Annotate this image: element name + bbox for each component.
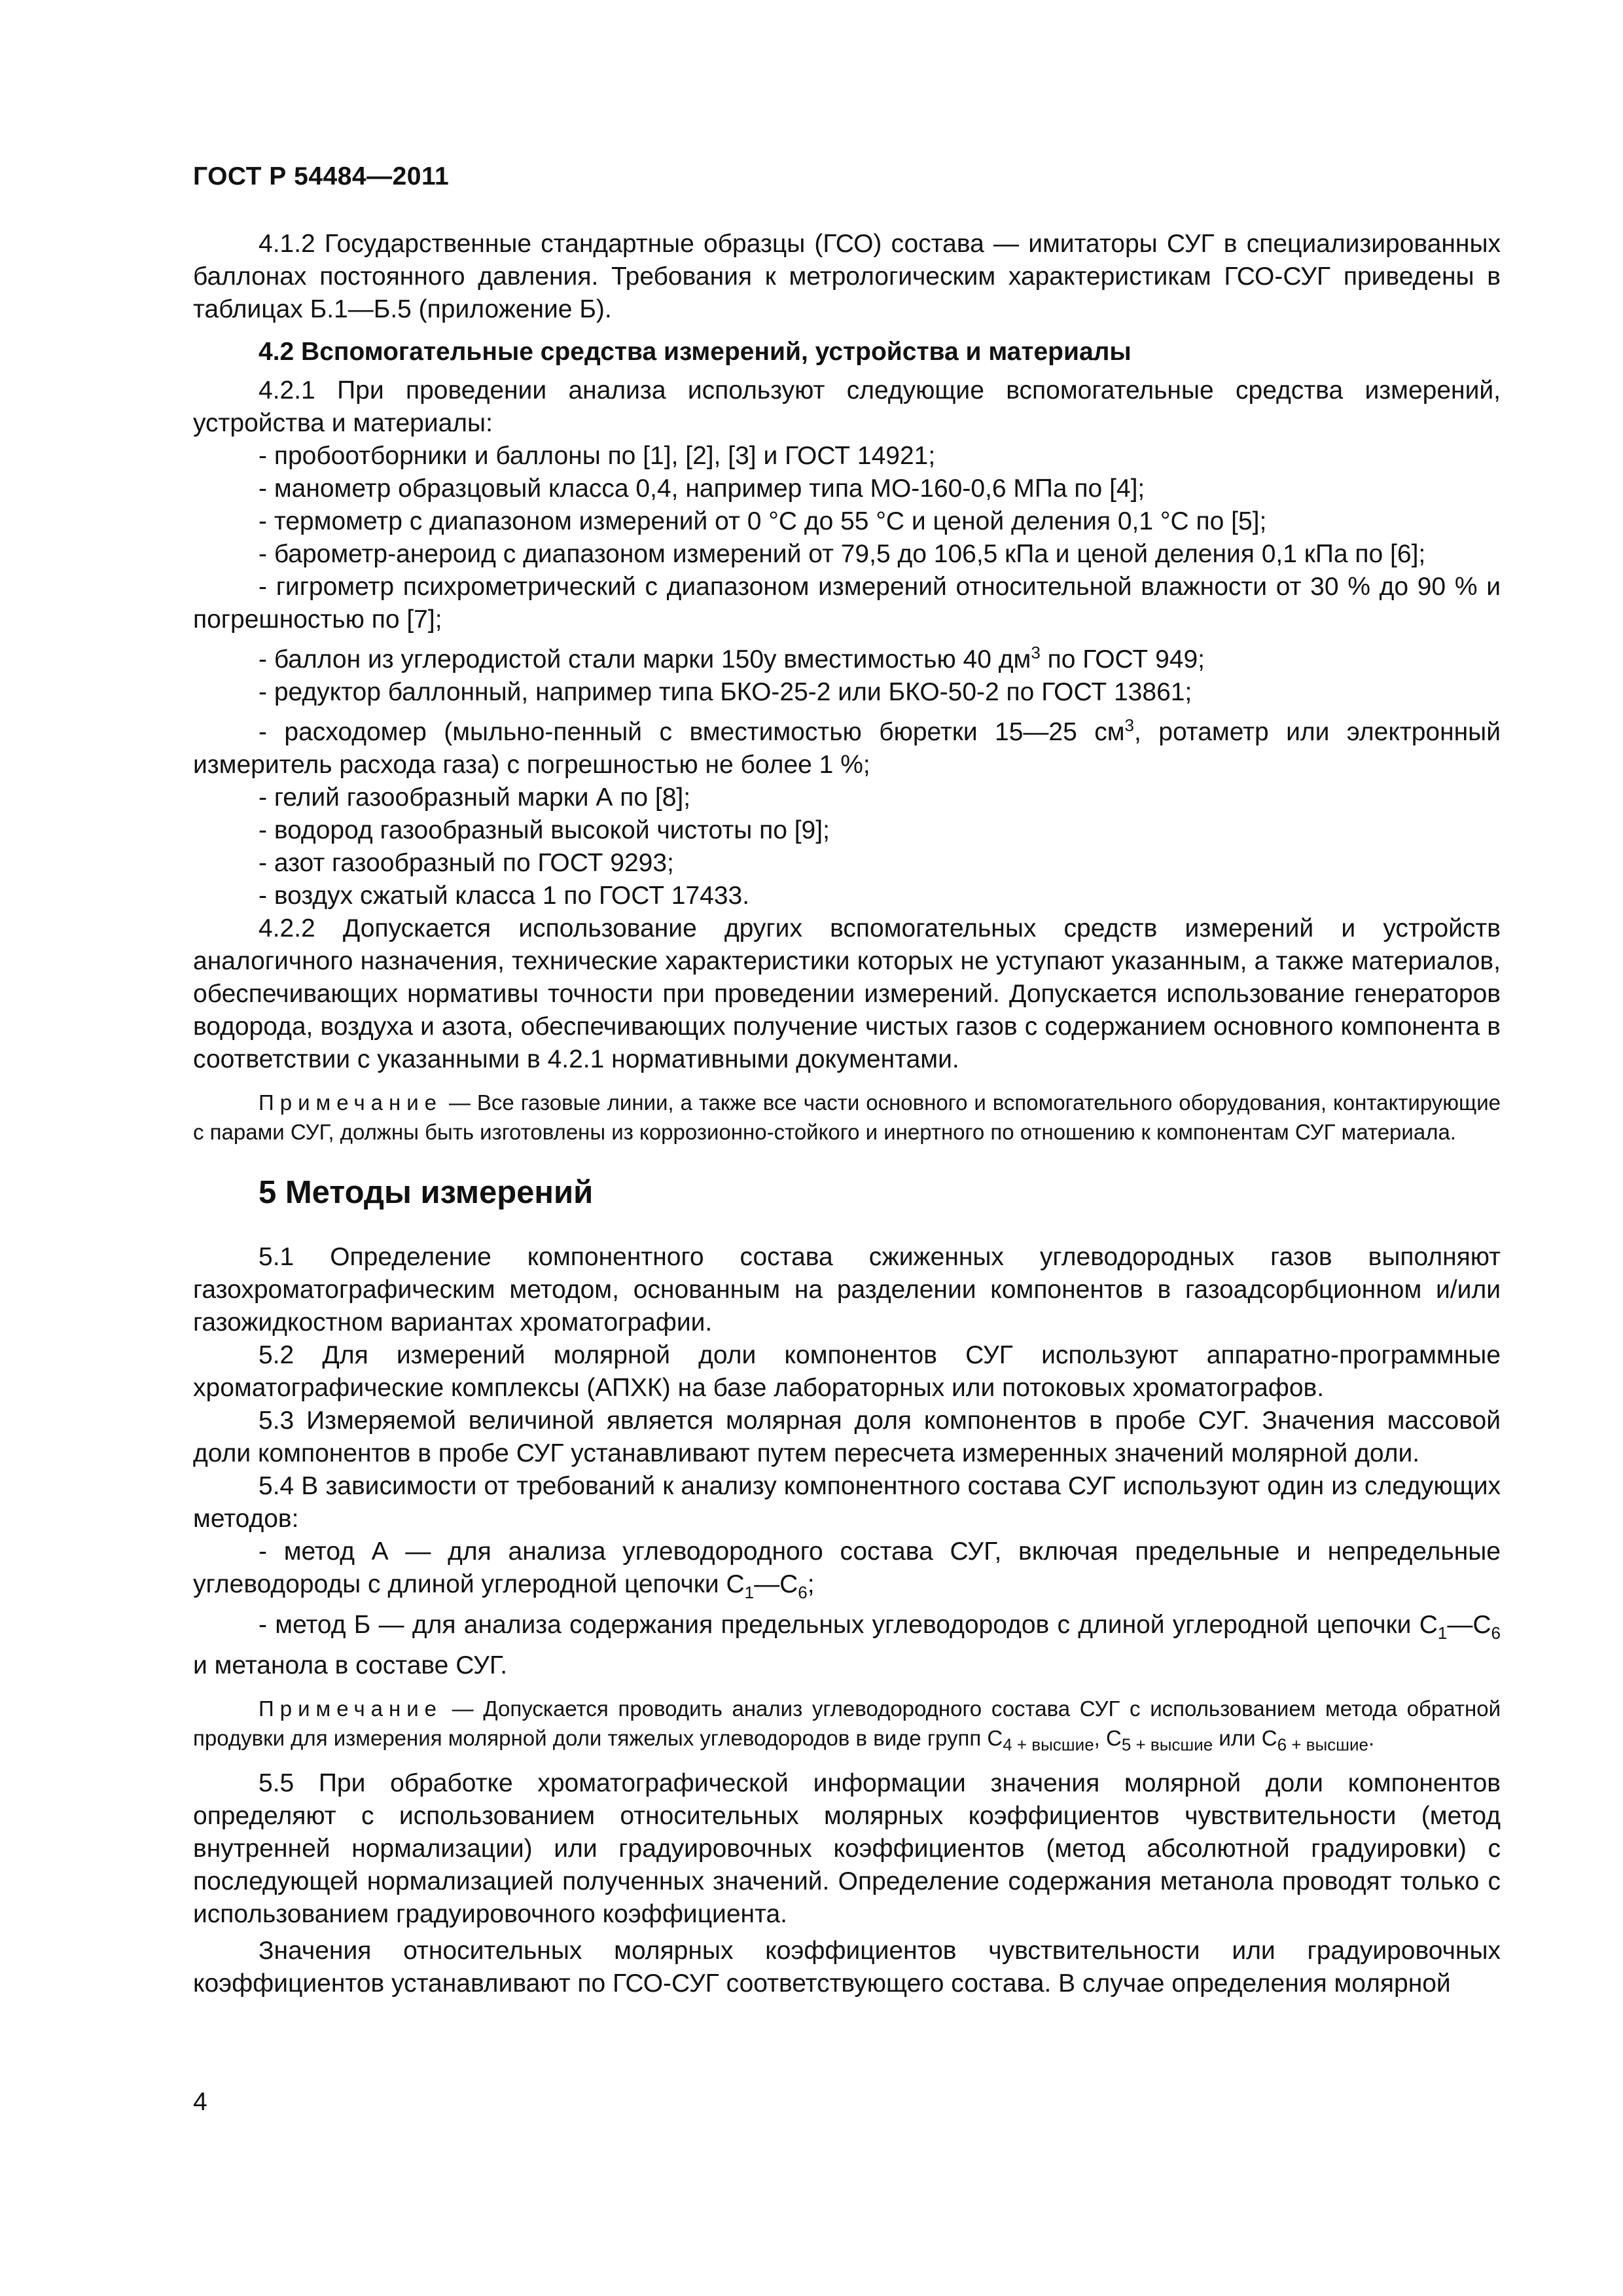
page-number: 4: [193, 2088, 207, 2116]
subsection-heading-4-2: 4.2 Вспомогательные средства измерений, устройства и материалы: [259, 338, 1132, 366]
paragraph-5-1: 5.1 Определение компонентного состава сжиженных углеводородных газов выполняют газохроматографическим методом, основанным на разделении компонентов в газоадсорбционном и/или газожидкостном вариантах хроматографии.: [193, 1243, 1501, 1336]
list-item-balloon: - баллон из углеродистой стали марки 150у вместимостью 40 $дм^3$ по ГОСТ 949;: [259, 643, 1205, 673]
paragraph-4-1-2: 4.1.2 Государственные стандартные образцы (ГСО) состава — имитаторы СУГ в специализированных баллонах постоянного давления. Требования к метрологическим характеристикам ГСО-СУГ приведены в таблицах Б.1—Б.5 (приложение Б).: [193, 230, 1501, 323]
paragraph-4-2-1: 4.2.1 При проведении анализа используют следующие вспомогательные средства измерений, устройства и материалы:: [193, 376, 1501, 437]
paragraph-4-2-2: 4.2.2 Допускается использование других вспомогательных средств измерений и устройств аналогичного назначения, технические характеристики которых не уступают указанным, а также материалов, обеспечивающих нормативы точности при проведении измерений. Допускается использование генераторов водорода, воздуха и азота, обеспечивающих получение чистых газов с содержанием основного компонента в соответствии с указанными в 4.2.1 нормативными документами.: [193, 914, 1501, 1073]
list-item: - пробоотборники и баллоны по [1], [2], [3] и ГОСТ 14921;: [259, 442, 936, 470]
note-5-4: Примечание — Допускается проводить анализ углеводородного состава СУГ с использованием метода обратной продувки для измерения молярной доли тяжелых углеводородов в виде групп $С_{4 + высшие}$, $С_{5 + высшие}$ или $С_{6 + высшие}$.: [193, 1696, 1501, 1755]
list-item-flowmeter: - расходомер (мыльно-пенный с вместимостью бюретки 15—25 $см^3$, ротаметр или электронный измеритель расхода газа) с погрешностью не более 1 %;: [193, 715, 1501, 779]
paragraph-5-4: 5.4 В зависимости от требований к анализу компонентного состава СУГ используют один из следующих методов:: [193, 1472, 1501, 1533]
list-item-reductor: - редуктор баллонный, например типа БКО-25-2 или БКО-50-2 по ГОСТ 13861;: [259, 678, 1192, 706]
list-item: - термометр с диапазоном измерений от 0 °С до 55 °С и ценой деления 0,1 °С по [5];: [259, 507, 1267, 535]
method-b-item: - метод Б — для анализа содержания предельных углеводородов с длиной углеродной цепочки $С_1—С_6$ и метанола в составе СУГ.: [193, 1610, 1501, 1679]
list-item: - гигрометр психрометрический с диапазоном измерений относительной влажности от 30 % до 90 % и погрешностью по [7];: [193, 573, 1501, 634]
method-a-item: - метод А — для анализа углеводородного состава СУГ, включая предельные и непредельные углеводороды с длиной углеродной цепочки $С_1—С_6$;: [193, 1537, 1501, 1602]
note-label: Примечание: [259, 1696, 443, 1721]
paragraph-5-2: 5.2 Для измерений молярной доли компонентов СУГ используют аппаратно-программные хроматографические комплексы (АПХК) на базе лабораторных или потоковых хроматографов.: [193, 1341, 1501, 1402]
paragraph-5-5-continued: Значения относительных молярных коэффициентов чувствительности или градуировочных коэффициентов устанавливают по ГСО-СУГ соответствующего состава. В случае определения молярной: [193, 1937, 1501, 1998]
note-label: Примечание: [259, 1090, 443, 1115]
paragraph-5-3: 5.3 Измеряемой величиной является молярная доля компонентов в пробе СУГ. Значения массовой доли компонентов в пробе СУГ устанавливают путем пересчета измеренных значений молярной доли.: [193, 1407, 1501, 1467]
list-item: - барометр-анероид с диапазоном измерений от 79,5 до 106,5 кПа и ценой деления 0,1 кПа по [6];: [259, 540, 1426, 568]
list-item: - азот газообразный по ГОСТ 9293;: [259, 849, 674, 877]
document-code-header: ГОСТ Р 54484—2011: [193, 162, 450, 190]
list-item: - манометр образцовый класса 0,4, например типа МО-160-0,6 МПа по [4];: [259, 475, 1145, 503]
list-item: - гелий газообразный марки А по [8];: [259, 783, 691, 812]
list-item: - воздух сжатый класса 1 по ГОСТ 17433.: [259, 882, 750, 910]
section-heading-5: 5 Методы измерений: [259, 1175, 594, 1210]
page-content: [193, 228, 1501, 2000]
note-4-2-2: [193, 1088, 1501, 1147]
list-item: - водород газообразный высокой чистоты по [9];: [259, 816, 830, 844]
note-text: — Все газовые линии, а также все части основного и вспомогательного оборудования, контактирующие с парами СУГ, должны быть изготовлены из коррозионно-стойкого и инертного по отношению к компонентам СУГ материала.: [193, 1090, 1501, 1144]
paragraph-5-5: 5.5 При обработке хроматографической информации значения молярной доли компонентов определяют с использованием относительных молярных коэффициентов чувствительности (метод внутренней нормализации) или градуировочных коэффициентов (метод абсолютной градуировки) с последующей нормализацией полученных значений. Определение содержания метанола проводят только с использованием градуировочного коэффициента.: [193, 1769, 1501, 1929]
